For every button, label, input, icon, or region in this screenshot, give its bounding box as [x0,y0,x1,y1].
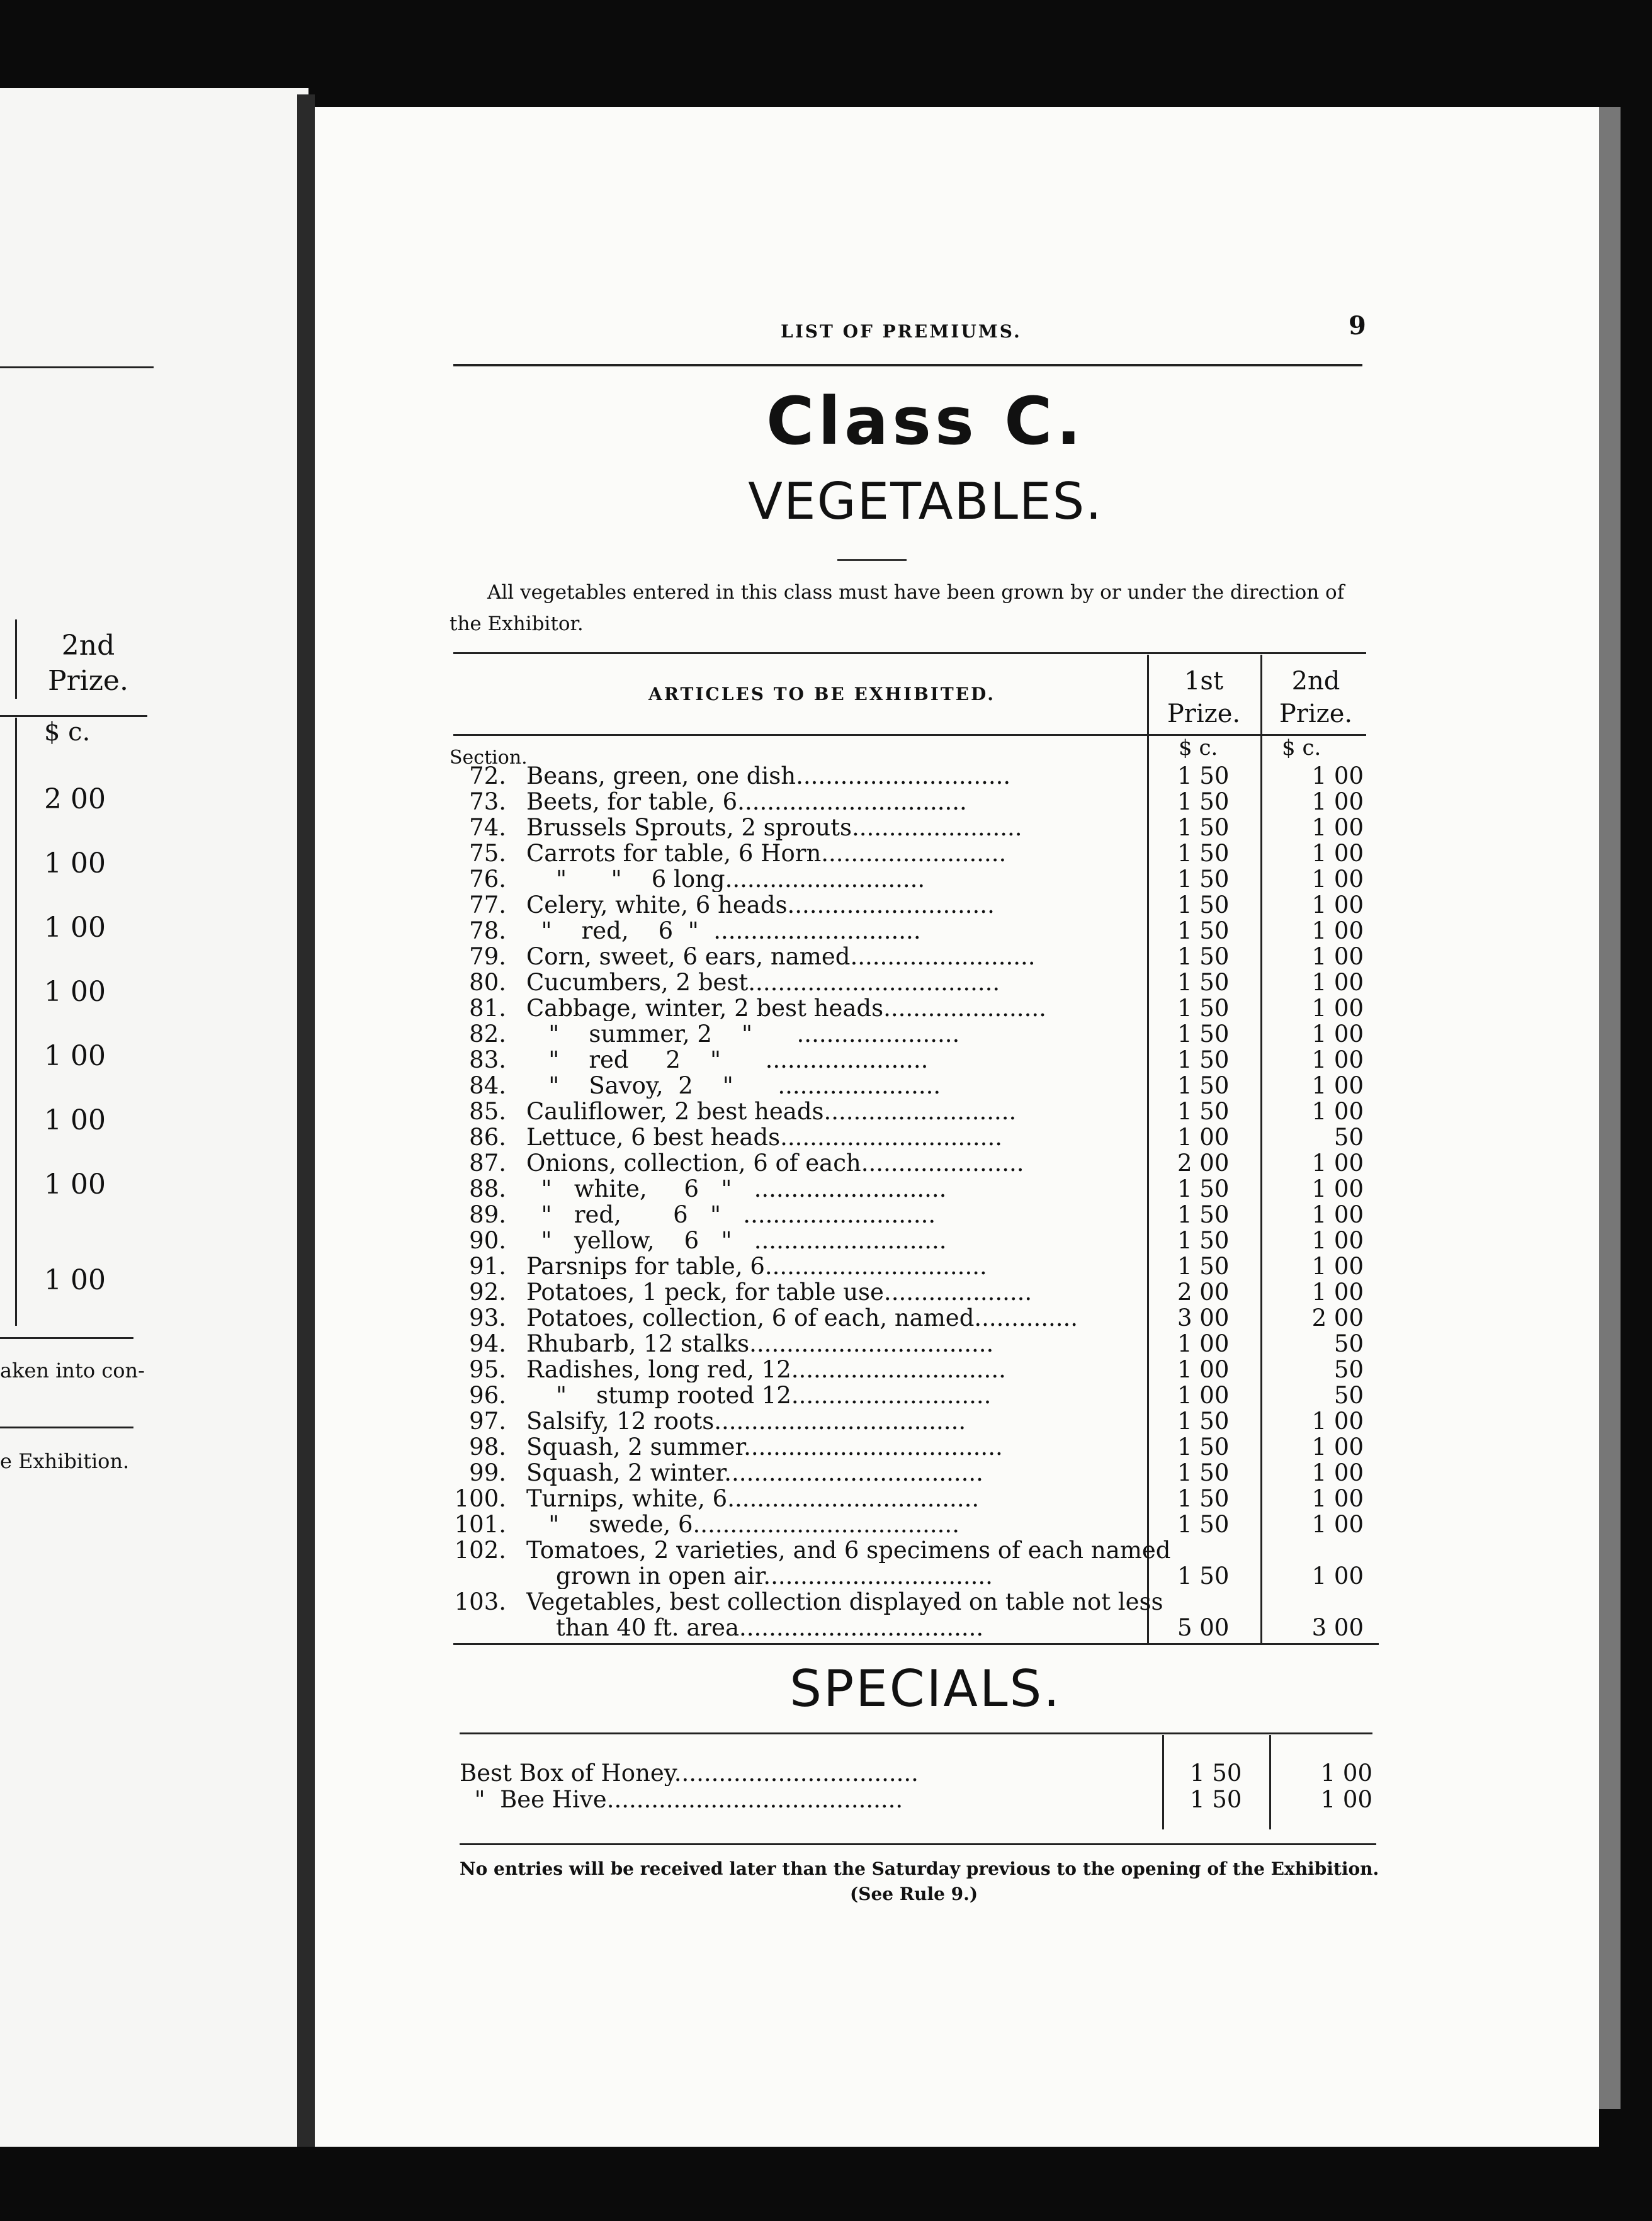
table-row [441,1202,1385,1228]
page-edge [1599,107,1621,2109]
special-text: " Bee Hive........................................ [460,1787,903,1812]
row-num: 88. [469,1175,506,1202]
table-row [441,1124,1385,1150]
row-second: 1 00 [1311,788,1364,815]
row-text: Cauliflower, 2 best heads.......................... [526,1099,1017,1124]
row-first: 1 50 [1177,1459,1230,1486]
specials-bottom-rule [460,1843,1376,1845]
row-second: 1 00 [1311,1227,1364,1254]
row-num: 77. [469,891,506,918]
table-row [441,1615,1385,1641]
row-num: 98. [469,1433,506,1461]
table-row [441,969,1385,995]
left-rule-header [0,715,147,717]
row-num: 103. [454,1588,506,1615]
table-row [441,892,1385,918]
left-value: 1 00 [44,1264,106,1296]
row-first: 1 50 [1177,943,1230,970]
second-prize-header [1265,665,1366,730]
row-num: 86. [469,1124,506,1151]
left-value: 1 00 [44,1168,106,1201]
table-row [441,1589,1385,1615]
row-text: Parsnips for table, 6.............................. [526,1253,987,1279]
row-second: 1 00 [1311,1046,1364,1073]
first-prize-header-line2: Prize. [1167,699,1241,728]
row-text: Potatoes, collection, 6 of each, named.............. [526,1305,1078,1331]
left-header-line1: 2nd [61,630,115,662]
table-row [441,1434,1385,1460]
row-num: 79. [469,943,506,970]
intro-paragraph [450,577,1369,640]
row-first: 1 50 [1177,1175,1230,1202]
row-second: 1 00 [1311,1201,1364,1228]
left-rule-top [0,366,154,368]
row-first: 1 00 [1177,1330,1230,1357]
row-first: 3 00 [1177,1304,1230,1331]
row-second: 1 00 [1311,1433,1364,1461]
row-text: Onions, collection, 6 of each...................... [526,1150,1024,1176]
row-text: Tomatoes, 2 varieties, and 6 specimens of each named [526,1537,1171,1563]
row-second: 1 00 [1311,995,1364,1022]
articles-header: ARTICLES TO BE EXHIBITED. [648,684,996,704]
row-text: Corn, sweet, 6 ears, named......................... [526,944,1036,969]
row-second: 1 00 [1311,1511,1364,1538]
table-row [441,1021,1385,1047]
left-header-line2: Prize. [48,665,128,697]
row-first: 1 50 [1177,1201,1230,1228]
row-num: 75. [469,840,506,867]
class-title: Class C. [766,383,1085,460]
row-text: Potatoes, 1 peck, for table use.................... [526,1279,1032,1305]
table-row [441,1099,1385,1124]
table-row [441,1253,1385,1279]
table-row [441,1382,1385,1408]
row-num: 90. [469,1227,506,1254]
row-text: " red, 6 " .......................... [526,1202,936,1228]
table-bottom-rule [453,1643,1379,1645]
table-row [441,1357,1385,1382]
table-header-rule [453,734,1366,736]
table-row [441,866,1385,892]
row-second: 3 00 [1311,1614,1364,1641]
section-label: Section. [450,747,528,769]
row-first: 1 50 [1177,1433,1230,1461]
row-text: Squash, 2 summer................................... [526,1434,1003,1460]
left-value: 1 00 [44,1040,106,1072]
row-text: Beans, green, one dish............................. [526,763,1011,789]
row-first: 2 00 [1177,1279,1230,1306]
table-row [441,1563,1385,1589]
row-text: Cucumbers, 2 best.................................. [526,969,1000,995]
row-first: 1 50 [1177,1408,1230,1435]
table-row [441,1512,1385,1537]
title-short-rule [837,559,907,561]
row-second: 1 00 [1311,814,1364,841]
left-note-fragment: aken into con- [0,1359,145,1382]
row-second: 2 00 [1311,1304,1364,1331]
row-second: 50 [1333,1356,1364,1383]
row-first: 1 00 [1177,1124,1230,1151]
table-row [441,1460,1385,1486]
row-first: 1 50 [1177,1485,1230,1512]
table-row [441,1305,1385,1331]
row-text: Cabbage, winter, 2 best heads...................... [526,995,1046,1021]
row-num: 101. [454,1511,506,1538]
row-first: 1 50 [1177,788,1230,815]
row-num: 96. [469,1382,506,1409]
row-num: 87. [469,1150,506,1177]
row-num: 92. [469,1279,506,1306]
row-first: 1 50 [1177,1511,1230,1538]
footer-note: No entries will be received later than the Saturday previous to the opening of the Exhibition. [460,1858,1379,1879]
row-text: Lettuce, 6 best heads.............................. [526,1124,1002,1150]
row-num: 80. [469,969,506,996]
row-first: 1 50 [1177,814,1230,841]
row-first: 1 50 [1177,1020,1230,1048]
row-num: 97. [469,1408,506,1435]
row-text: Rhubarb, 12 stalks................................. [526,1331,994,1357]
table-row [441,1047,1385,1073]
table-row [441,1486,1385,1512]
row-text: Radishes, long red, 12............................. [526,1357,1006,1382]
row-first: 1 50 [1177,917,1230,944]
running-head: LIST OF PREMIUMS. [781,321,1022,342]
left-currency: $ c. [44,718,91,747]
row-second: 1 00 [1311,1098,1364,1125]
left-value: 2 00 [44,783,106,815]
row-first: 1 00 [1177,1382,1230,1409]
row-second: 1 00 [1311,1563,1364,1590]
row-text: " stump rooted 12........................... [526,1382,992,1408]
second-prize-header-line1: 2nd [1291,667,1340,696]
row-num: 91. [469,1253,506,1280]
row-second: 50 [1333,1124,1364,1151]
first-prize-header-line1: 1st [1184,667,1224,696]
row-first: 1 50 [1177,995,1230,1022]
row-first: 1 50 [1177,969,1230,996]
table-row [441,1279,1385,1305]
row-text: Carrots for table, 6 Horn......................... [526,840,1007,866]
row-second: 1 00 [1311,1485,1364,1512]
row-second: 1 00 [1311,1150,1364,1177]
intro-line2: the Exhibitor. [450,613,584,635]
row-num: 89. [469,1201,506,1228]
table-row [441,995,1385,1021]
first-prize-currency: $ c. [1179,735,1218,760]
row-num: 82. [469,1020,506,1048]
row-text: Salsify, 12 roots.................................. [526,1408,966,1434]
row-num: 95. [469,1356,506,1383]
left-column-rule-body [15,718,17,1326]
row-text: Celery, white, 6 heads............................ [526,892,995,918]
row-first: 1 50 [1177,840,1230,867]
row-second: 1 00 [1311,1020,1364,1048]
table-row [441,815,1385,840]
second-prize-header-line2: Prize. [1279,699,1353,728]
table-row [441,944,1385,969]
row-second: 50 [1333,1382,1364,1409]
row-second: 1 00 [1311,1072,1364,1099]
table-row [441,1073,1385,1099]
row-num: 100. [454,1485,506,1512]
row-text: Vegetables, best collection displayed on table not less [526,1589,1163,1615]
table-row [441,1150,1385,1176]
special-text: Best Box of Honey................................. [460,1760,919,1786]
left-second-prize-header [38,628,139,699]
row-text: Brussels Sprouts, 2 sprouts....................... [526,815,1022,840]
row-text: Turnips, white, 6.................................. [526,1486,980,1512]
row-second: 1 00 [1311,1279,1364,1306]
specials-row [441,1787,1385,1812]
row-text: " white, 6 " .......................... [526,1176,947,1202]
row-text: " red, 6 " ............................ [526,918,921,944]
special-first: 1 50 [1190,1760,1242,1787]
row-second: 1 00 [1311,1253,1364,1280]
row-second: 1 00 [1311,1175,1364,1202]
row-num: 99. [469,1459,506,1486]
row-first: 1 50 [1177,1072,1230,1099]
row-first: 2 00 [1177,1150,1230,1177]
left-rule-footer [0,1427,133,1428]
row-text: " Savoy, 2 " ...................... [526,1073,941,1099]
table-row [441,763,1385,789]
table-row [441,840,1385,866]
left-value: 1 00 [44,912,106,944]
table-row [441,1537,1385,1563]
left-column-rule [15,619,17,699]
row-text: grown in open air............................... [526,1563,993,1589]
intro-line1: All vegetables entered in this class must have been grown by or under the direction of [487,581,1345,604]
row-num: 73. [469,788,506,815]
row-text: " summer, 2 " ...................... [526,1021,960,1047]
table-row [441,789,1385,815]
table-row [441,1228,1385,1253]
special-first: 1 50 [1190,1786,1242,1813]
special-second: 1 00 [1320,1786,1372,1813]
left-value: 1 00 [44,1104,106,1136]
row-second: 1 00 [1311,762,1364,789]
row-first: 1 50 [1177,762,1230,789]
row-second: 1 00 [1311,943,1364,970]
table-row [441,1176,1385,1202]
row-second: 1 00 [1311,891,1364,918]
row-first: 1 50 [1177,891,1230,918]
row-first: 1 50 [1177,1253,1230,1280]
row-first: 1 50 [1177,1563,1230,1590]
row-num: 81. [469,995,506,1022]
row-text: Squash, 2 winter................................... [526,1460,983,1486]
page-number: 9 [1349,311,1366,341]
row-second: 1 00 [1311,866,1364,893]
first-prize-header [1153,665,1254,730]
row-first: 1 50 [1177,1227,1230,1254]
specials-row [441,1760,1385,1786]
row-num: 94. [469,1330,506,1357]
row-num: 74. [469,814,506,841]
second-prize-currency: $ c. [1282,735,1321,760]
row-first: 1 50 [1177,1046,1230,1073]
book-spine [297,94,315,2147]
table-row [441,1331,1385,1357]
left-value: 1 00 [44,976,106,1008]
class-subtitle: VEGETABLES. [748,472,1103,531]
row-num: 83. [469,1046,506,1073]
head-rule [453,364,1362,366]
row-text: " swede, 6.................................... [526,1512,959,1537]
table-top-rule [453,652,1366,654]
row-num: 93. [469,1304,506,1331]
row-first: 1 00 [1177,1356,1230,1383]
specials-top-rule [460,1732,1372,1734]
row-second: 1 00 [1311,917,1364,944]
left-value: 1 00 [44,847,106,879]
row-second: 1 00 [1311,969,1364,996]
table-row [441,1408,1385,1434]
row-second: 1 00 [1311,1459,1364,1486]
row-num: 78. [469,917,506,944]
row-first: 1 50 [1177,866,1230,893]
specials-title: SPECIALS. [789,1659,1061,1718]
row-num: 84. [469,1072,506,1099]
row-text: " yellow, 6 " .......................... [526,1228,947,1253]
row-second: 1 00 [1311,840,1364,867]
row-second: 1 00 [1311,1408,1364,1435]
row-num: 72. [469,762,506,789]
row-first: 1 50 [1177,1098,1230,1125]
row-text: " " 6 long........................... [526,866,925,892]
row-text: than 40 ft. area................................. [526,1615,984,1641]
left-rule-bottom [0,1337,133,1339]
special-second: 1 00 [1320,1760,1372,1787]
table-row [441,918,1385,944]
row-num: 102. [454,1537,506,1564]
left-footer-fragment: e Exhibition. [0,1449,130,1473]
row-second: 50 [1333,1330,1364,1357]
row-text: Beets, for table, 6............................... [526,789,967,815]
row-num: 85. [469,1098,506,1125]
row-num: 76. [469,866,506,893]
footer-rule-ref: (See Rule 9.) [850,1884,978,1904]
row-first: 5 00 [1177,1614,1230,1641]
row-text: " red 2 " ...................... [526,1047,929,1073]
